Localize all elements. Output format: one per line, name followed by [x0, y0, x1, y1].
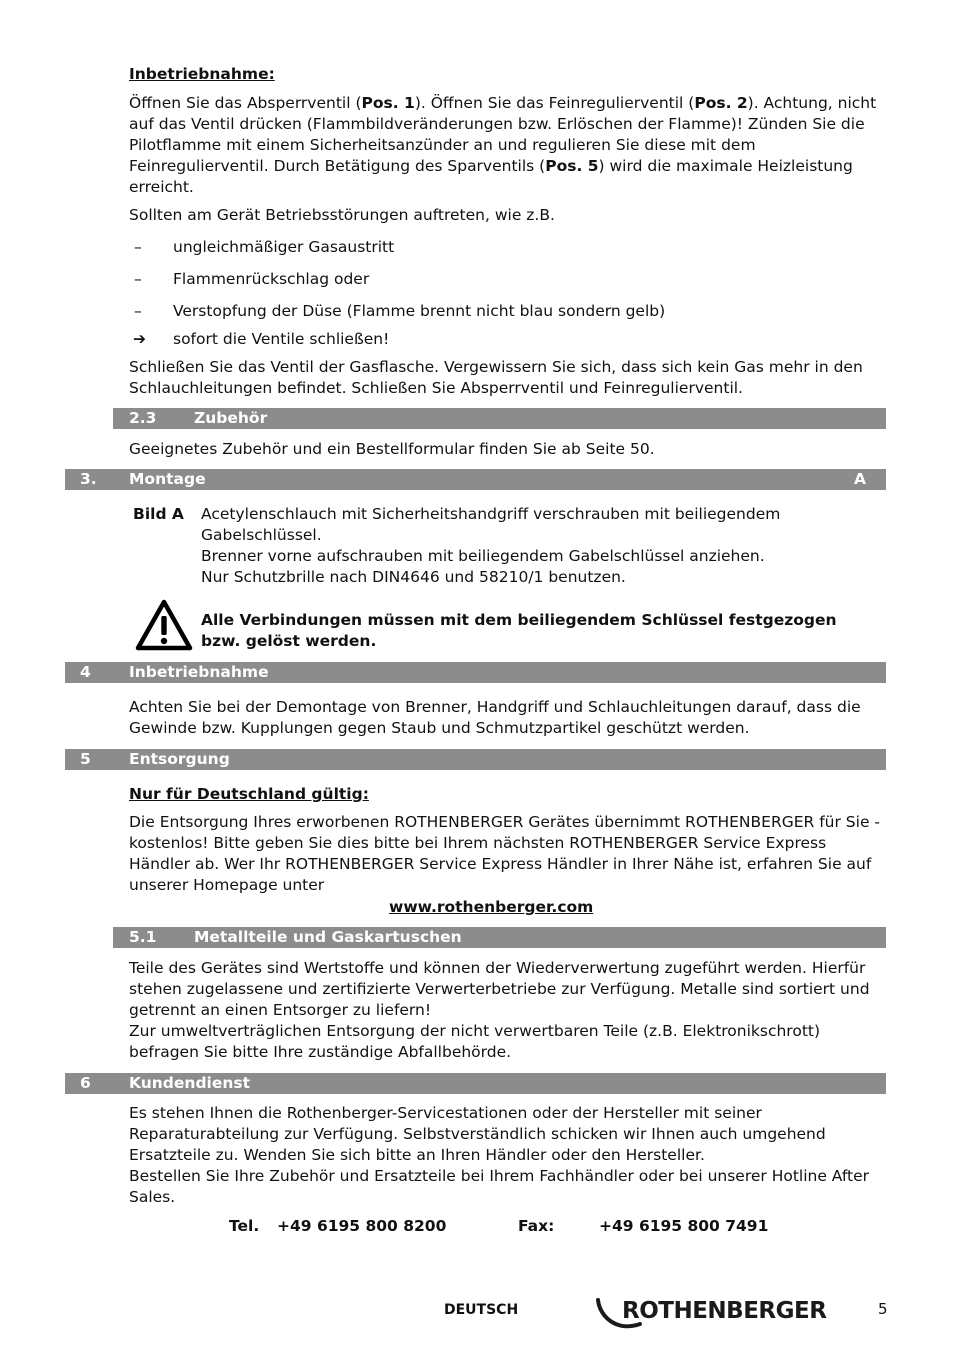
section-title: Zubehör	[194, 409, 268, 427]
section-bar-service	[65, 1073, 886, 1094]
instruction-line: Gabelschlüssel.	[201, 526, 322, 544]
section-number: 3.	[80, 470, 97, 488]
list-item-text: Flammenrückschlag oder	[173, 270, 370, 288]
tel-label: Tel.	[229, 1217, 260, 1235]
section-title: Montage	[129, 470, 206, 488]
metal-text: Teile des Gerätes sind Wertstoffe und können der Wiederverwertung zugeführt werden. Hierfür stehen zugelassene und zertifizierte Verwerterbetriebe zur Verfügung. Metalle sind sortiert und getrennt an einen Entsorger zu liefern!	[129, 959, 870, 1019]
list-item-text: ungleichmäßiger Gasaustritt	[173, 238, 395, 256]
action-text: sofort die Ventile schließen!	[173, 330, 390, 348]
paragraph-run: ). Achtung, nicht auf das Ventil drücken (Flammbildveränderungen bzw. Erlöschen der Flamme)! Zünden Sie die Pilotflamme mit einem Sicherheitsanzünder an und regulieren Sie diese mit dem Feinregulierventil. Durch Betätigung des Sparventils (	[129, 94, 877, 175]
brand-name: ROTHENBERGER	[622, 1298, 827, 1324]
disposal-subheading: Nur für Deutschland gültig:	[129, 785, 369, 803]
warning-icon	[135, 599, 193, 651]
section-bar-commissioning	[65, 662, 886, 683]
closing-paragraph: Schließen Sie das Ventil der Gasflasche. Vergewissern Sie sich, dass sich kein Gas mehr in den Schlauchleitungen befindet. Schließen Sie Absperrventil und Feinregulierventil.	[129, 358, 863, 397]
tel-number: +49 6195 800 8200	[277, 1217, 447, 1235]
arrow-icon: ➔	[133, 330, 146, 348]
fax-label: Fax:	[518, 1217, 555, 1235]
section-title: Inbetriebnahme	[129, 663, 269, 681]
instruction-line: Nur Schutzbrille nach DIN4646 und 58210/1 benutzen.	[201, 568, 626, 586]
commissioning-paragraph	[129, 93, 885, 198]
disposal-text: Die Entsorgung Ihres erworbenen ROTHENBERGER Gerätes übernimmt ROTHENBERGER für Sie - kostenlos! Bitte geben Sie dies bitte bei Ihrem nächsten ROTHENBERGER Service Express Händler ab. Wer Ihr ROTHENBERGER Service Express Händler in Ihrer Nähe ist, erfahren Sie auf unserer Homepage unter	[129, 813, 881, 894]
figure-tag: A	[854, 470, 866, 488]
section-number: 5.1	[129, 928, 157, 946]
instruction-line: Acetylenschlauch mit Sicherheitshandgriff verschrauben mit beiliegendem	[201, 505, 781, 523]
metal-text-2: Zur umweltverträglichen Entsorgung der nicht verwertbaren Teile (z.B. Elektronikschrott) befragen Sie bitte Ihre zuständige Abfallbehörde.	[129, 1022, 821, 1061]
section-bar-accessories	[113, 408, 886, 429]
position-reference: Pos. 2	[694, 94, 748, 112]
paragraph-run: ). Öffnen Sie das Feinregulierventil (	[414, 94, 695, 112]
paragraph-run: Öffnen Sie das Absperrventil (	[129, 94, 362, 112]
section-bar-assembly	[65, 469, 886, 490]
section-title: Kundendienst	[129, 1074, 251, 1092]
section-title: Entsorgung	[129, 750, 230, 768]
section-number: 5	[80, 750, 91, 768]
section-number: 6	[80, 1074, 91, 1092]
figure-label: Bild A	[133, 505, 184, 523]
service-text: Es stehen Ihnen die Rothenberger-Servicestationen oder der Hersteller mit seiner Reparaturabteilung zur Verfügung. Selbstverständlich schicken wir Ihnen auch umgehend Ersatzteile zu. Wenden Sie sich bitte an Ihren Händler oder den Hersteller.	[129, 1104, 826, 1164]
section-bar-disposal	[65, 749, 886, 770]
figure-instructions	[201, 504, 881, 588]
page-number: 5	[878, 1300, 888, 1318]
list-item-text: Verstopfung der Düse (Flamme brennt nicht blau sondern gelb)	[173, 302, 666, 320]
section-heading-commissioning: Inbetriebnahme:	[129, 65, 275, 83]
section-bar-metal	[113, 927, 886, 948]
service-text-2: Bestellen Sie Ihre Zubehör und Ersatzteile bei Ihrem Fachhändler oder bei unserer Hotline After Sales.	[129, 1167, 870, 1206]
position-reference: Pos. 1	[361, 94, 415, 112]
accessories-text: Geeignetes Zubehör und ein Bestellformular finden Sie ab Seite 50.	[129, 440, 655, 458]
faults-intro: Sollten am Gerät Betriebsstörungen auftreten, wie z.B.	[129, 206, 555, 224]
dash-bullet: –	[134, 270, 142, 288]
paragraph-run: ) wird die maximale Heizleistung erreicht.	[129, 157, 853, 196]
instruction-line: Brenner vorne aufschrauben mit beiliegendem Gabelschlüssel anziehen.	[201, 547, 765, 565]
section-number: 2.3	[129, 409, 157, 427]
position-reference: Pos. 5	[545, 157, 599, 175]
warning-text: Alle Verbindungen müssen mit dem beiliegendem Schlüssel festgezogen bzw. gelöst werden.	[201, 611, 837, 650]
footer-language: DEUTSCH	[444, 1302, 519, 1318]
commissioning-text: Achten Sie bei der Demontage von Brenner, Handgriff und Schlauchleitungen darauf, dass die Gewinde bzw. Kupplungen gegen Staub und Schmutzpartikel geschützt werden.	[129, 698, 861, 737]
brand-logo	[596, 1296, 836, 1330]
website-link[interactable]: www.rothenberger.com	[389, 898, 594, 916]
fax-number: +49 6195 800 7491	[599, 1217, 769, 1235]
section-number: 4	[80, 663, 91, 681]
dash-bullet: –	[134, 238, 142, 256]
section-title: Metallteile und Gaskartuschen	[194, 928, 462, 946]
dash-bullet: –	[134, 302, 142, 320]
